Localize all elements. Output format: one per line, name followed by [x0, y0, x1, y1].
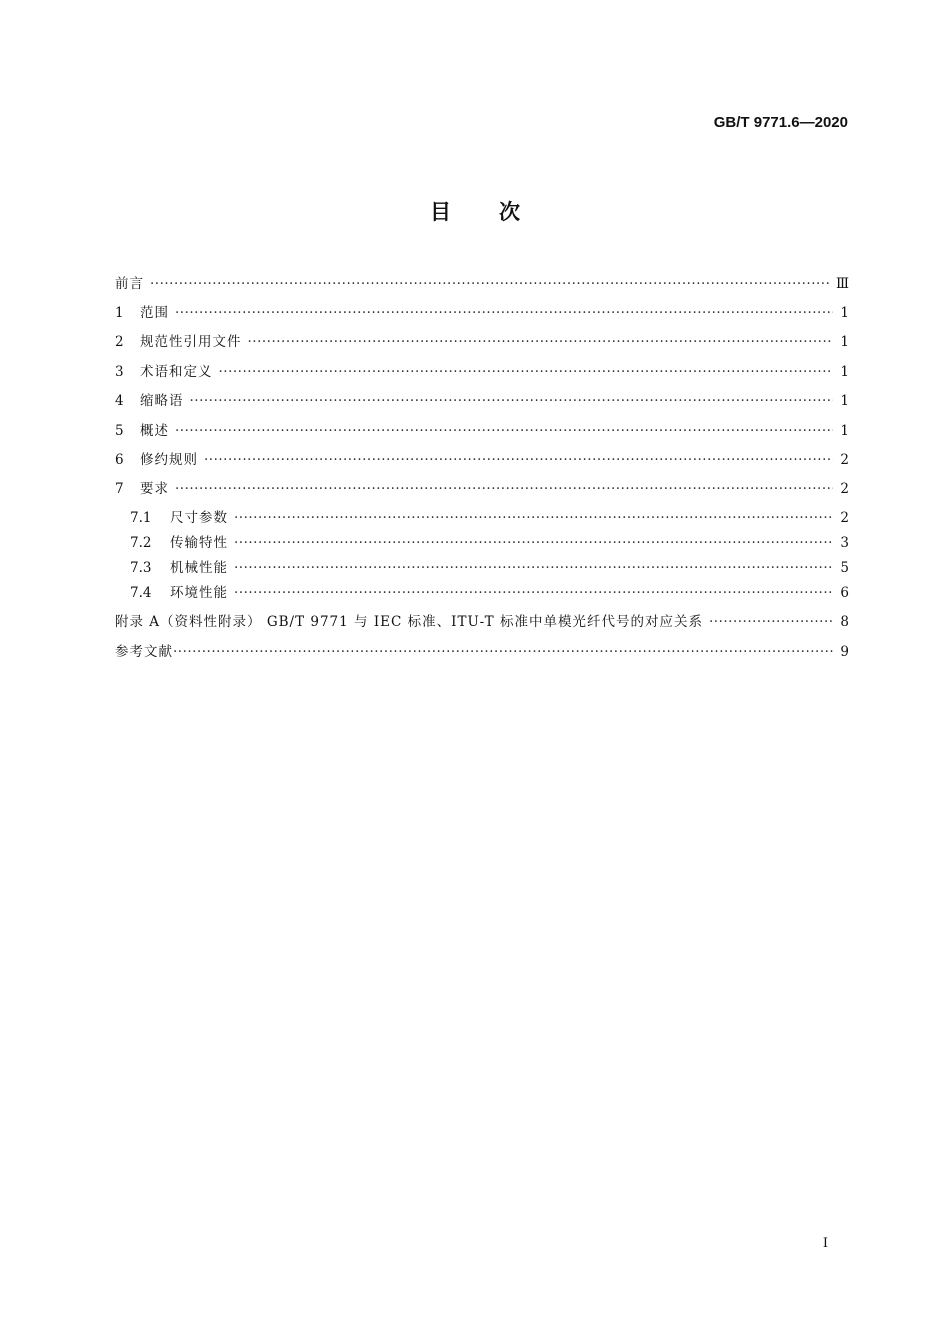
toc-entry-page: 5: [840, 560, 849, 576]
toc-entry-page: 2: [840, 510, 849, 526]
toc-entry-page: 1: [840, 393, 849, 409]
dot-leader: [234, 583, 833, 603]
dot-leader: [190, 391, 834, 411]
toc-entry-page: 2: [840, 452, 849, 468]
toc-entry-label: 修约规则: [140, 452, 198, 468]
toc-entry-label: 范围: [140, 305, 169, 321]
toc-entry[interactable]: [130, 583, 849, 603]
toc-entry-label: 概述: [140, 423, 169, 439]
dot-leader: [204, 450, 833, 470]
toc-entry-number: 3: [115, 364, 124, 380]
page-folio: I: [822, 1236, 828, 1251]
toc-entry[interactable]: [115, 642, 849, 662]
dot-leader: [234, 508, 833, 528]
toc-entry-label: 环境性能: [170, 585, 228, 601]
page-title: 目次: [430, 200, 568, 224]
toc-entry[interactable]: [115, 362, 849, 382]
toc-entry-page: 1: [840, 364, 849, 380]
toc-entry-page: 8: [840, 614, 849, 630]
toc-entry-label: 机械性能: [170, 560, 228, 576]
toc-entry-label: 参考文献: [115, 644, 173, 660]
toc-entry-page: 6: [840, 585, 849, 601]
toc-entry-label: 前言: [115, 276, 144, 292]
toc-entry-label: 术语和定义: [140, 364, 213, 380]
toc-entry-page: 1: [840, 334, 849, 350]
toc-entry[interactable]: [115, 612, 849, 632]
toc-entry[interactable]: [130, 558, 849, 578]
toc-entry[interactable]: [115, 450, 849, 470]
toc-entry-page: 9: [840, 644, 849, 660]
toc-entry-number: 7: [115, 481, 124, 497]
toc-entry-label: 传输特性: [170, 535, 228, 551]
toc-entry-label: 规范性引用文件: [140, 334, 242, 350]
toc-entry-page: 1: [840, 305, 849, 321]
dot-leader: [248, 332, 834, 352]
dot-leader: [173, 642, 833, 662]
toc-entry[interactable]: [115, 303, 849, 323]
toc-entry[interactable]: [130, 533, 849, 553]
toc-entry-number: 7.1: [130, 510, 152, 526]
toc-entry-number: 7.4: [130, 585, 152, 601]
toc-entry-number: 5: [115, 423, 124, 439]
toc-entry-label: 缩略语: [140, 393, 184, 409]
toc-entry[interactable]: [115, 391, 849, 411]
toc-entry-page: 1: [840, 423, 849, 439]
toc-entry[interactable]: [115, 479, 849, 499]
dot-leader: [709, 612, 833, 632]
dot-leader: [175, 303, 833, 323]
toc-entry-number: 6: [115, 452, 124, 468]
toc-entry-number: 4: [115, 393, 124, 409]
dot-leader: [175, 479, 833, 499]
toc-entry-number: 2: [115, 334, 124, 350]
toc-entry[interactable]: [115, 332, 849, 352]
toc-entry-label: 要求: [140, 481, 169, 497]
standard-number: GB/T 9771.6—2020: [713, 114, 848, 131]
toc-entry-page: 2: [840, 481, 849, 497]
toc-entry-page: Ⅲ: [835, 276, 849, 292]
toc-entry-number: 7.2: [130, 535, 152, 551]
toc-entry-label: 尺寸参数: [170, 510, 228, 526]
toc-entry-number: 1: [115, 305, 124, 321]
dot-leader: [234, 533, 833, 553]
dot-leader: [219, 362, 834, 382]
toc-entry[interactable]: [115, 274, 849, 294]
toc-entry[interactable]: [115, 421, 849, 441]
dot-leader: [234, 558, 833, 578]
toc-entry-number: 7.3: [130, 560, 152, 576]
dot-leader: [175, 421, 833, 441]
toc-entry-label: 附录 A（资料性附录） GB/T 9771 与 IEC 标准、ITU-T 标准中单模光纤代号的对应关系: [115, 614, 703, 630]
dot-leader: [150, 274, 830, 294]
toc-entry-page: 3: [840, 535, 849, 551]
toc-entry[interactable]: [130, 508, 849, 528]
